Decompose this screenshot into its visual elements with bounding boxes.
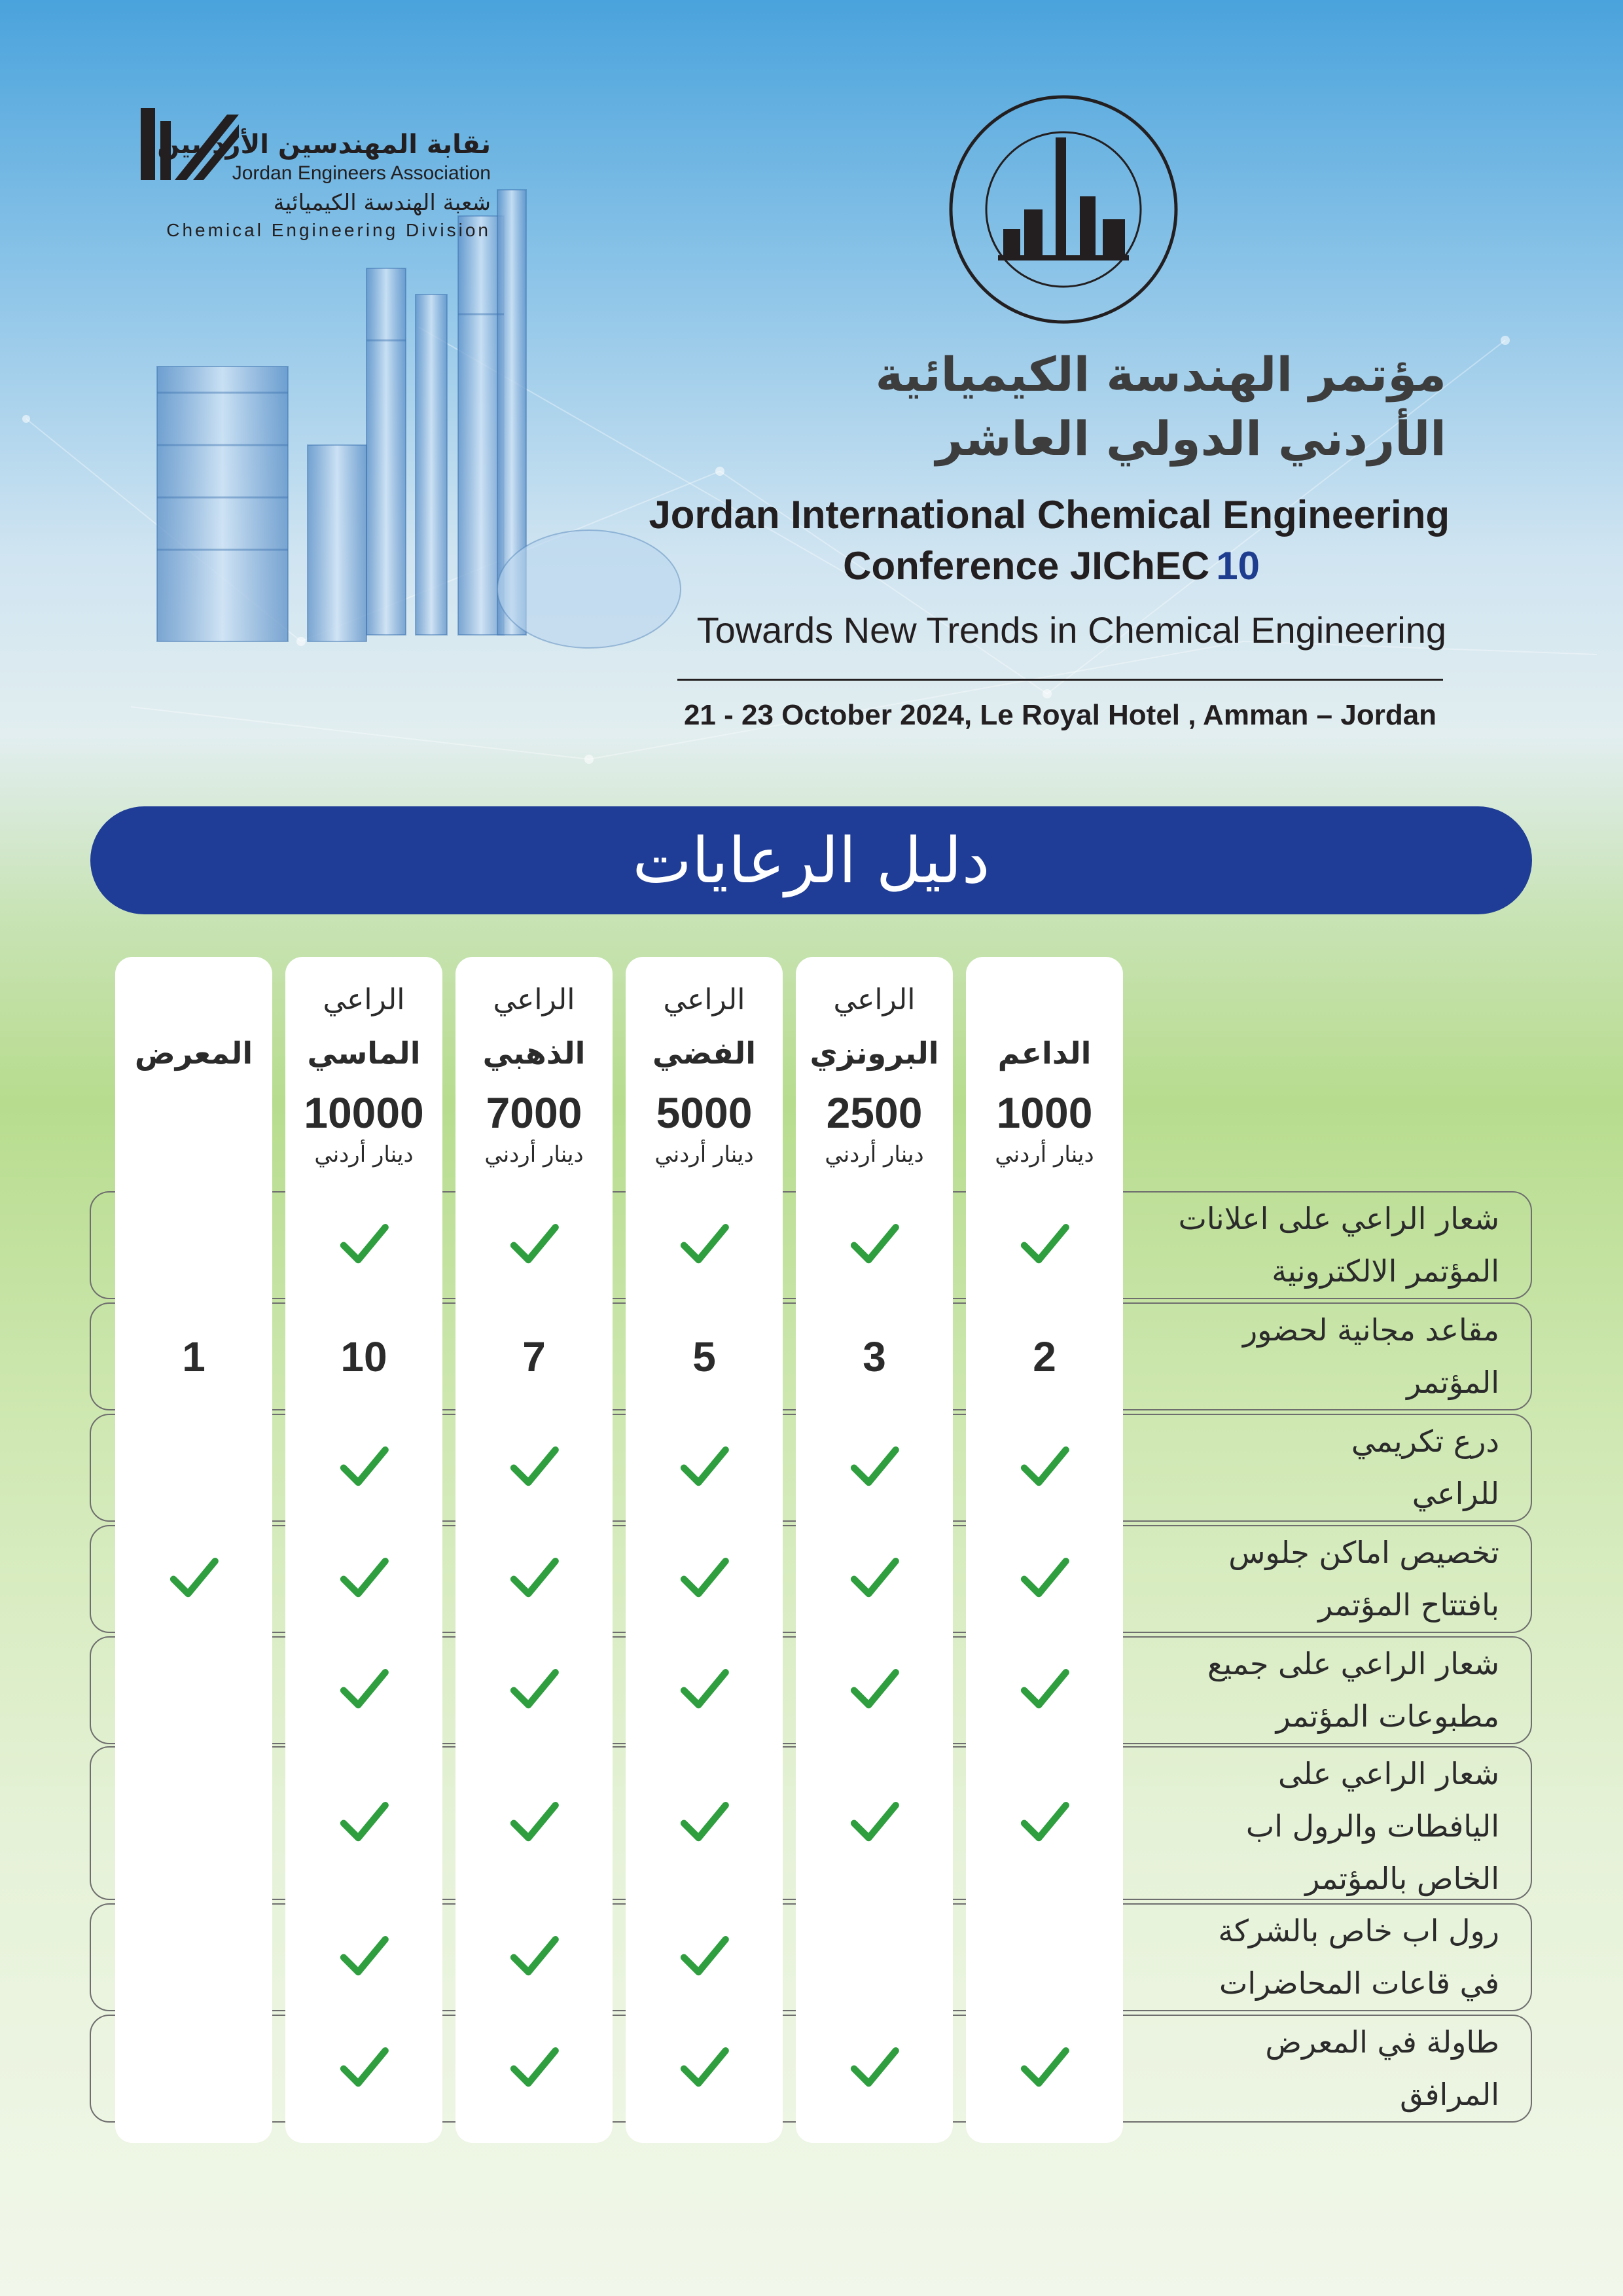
date-venue: 21 - 23 October 2024, Le Royal Hotel , Amman – Jordan — [683, 699, 1437, 731]
check-icon — [846, 2039, 902, 2098]
column-header — [115, 957, 272, 1179]
check-icon — [1016, 1439, 1073, 1498]
division-name-ar: شعبة الهندسة الكيميائية — [273, 190, 491, 216]
column-currency: دينار أردني — [314, 1141, 414, 1168]
row-benefit-label-line: طاولة في المعرض — [1265, 2024, 1499, 2060]
column-tier-name: الماسي — [307, 1035, 421, 1071]
row-benefit-label — [1135, 2015, 1499, 2124]
row-benefit-label-line: تخصيص اماكن جلوس — [1228, 1535, 1499, 1570]
row-benefit-label-line: اليافطات والرول اب — [1245, 1808, 1499, 1844]
check-icon — [676, 2039, 732, 2098]
row-benefit-label — [1135, 1636, 1499, 1746]
table-cell — [796, 1903, 953, 2011]
table-cell — [626, 1302, 783, 1410]
column-price: 10000 — [304, 1088, 424, 1137]
table-cell — [966, 1903, 1123, 2011]
table-cell — [966, 1414, 1123, 1522]
check-icon — [1016, 1216, 1073, 1275]
table-cell — [115, 1191, 272, 1299]
row-benefit-label — [1135, 1746, 1499, 1901]
table-cell — [455, 1525, 613, 1633]
table-cell — [455, 1191, 613, 1299]
refinery-illustration — [0, 0, 1623, 818]
column-tier-name: الفضي — [652, 1035, 756, 1071]
check-icon — [506, 1661, 562, 1720]
table-cell — [966, 1636, 1123, 1744]
table-cell — [285, 1636, 442, 1744]
column-price: 2500 — [826, 1088, 923, 1137]
row-benefit-label — [1135, 1191, 1499, 1300]
seat-count: 3 — [863, 1333, 886, 1380]
table-cell — [285, 1414, 442, 1522]
table-cell — [626, 1414, 783, 1522]
table-cell — [796, 1414, 953, 1522]
conference-edition-number: 10 — [1216, 544, 1260, 588]
row-benefit-label — [1135, 1525, 1499, 1634]
row-benefit-label-line: المؤتمر — [1406, 1365, 1499, 1400]
check-icon — [1016, 2039, 1073, 2098]
conference-title-ar-line2: الأردني الدولي العاشر — [935, 411, 1446, 466]
table-cell — [966, 1746, 1123, 1900]
check-icon — [506, 1550, 562, 1609]
column-tier-name: المعرض — [134, 1035, 253, 1071]
conference-seal-icon — [946, 92, 1181, 327]
table-cell — [285, 1746, 442, 1900]
table-cell — [966, 1191, 1123, 1299]
row-benefit-label-line: شعار الراعي على — [1278, 1756, 1499, 1791]
table-cell — [455, 1903, 613, 2011]
table-cell — [115, 1525, 272, 1633]
check-icon — [676, 1216, 732, 1275]
check-icon — [1016, 1550, 1073, 1609]
check-icon — [846, 1794, 902, 1853]
banner-title: دليل الرعايات — [632, 823, 990, 897]
seat-count: 1 — [182, 1333, 205, 1380]
check-icon — [506, 1794, 562, 1853]
table-cell — [115, 1414, 272, 1522]
column-currency: دينار أردني — [995, 1141, 1094, 1168]
check-icon — [506, 1928, 562, 1987]
column-price: 1000 — [996, 1088, 1093, 1137]
check-icon — [336, 1794, 392, 1853]
table-cell — [115, 2015, 272, 2123]
division-name-en: Chemical Engineering Division — [166, 220, 491, 240]
table-cell — [455, 1746, 613, 1900]
table-cell — [285, 1191, 442, 1299]
row-benefit-label — [1135, 1903, 1499, 2013]
check-icon — [336, 1928, 392, 1987]
check-icon — [506, 2039, 562, 2098]
check-icon — [336, 1216, 392, 1275]
table-cell — [285, 1302, 442, 1410]
row-benefit-label-line: مطبوعات المؤتمر — [1275, 1698, 1499, 1734]
table-cell — [455, 1302, 613, 1410]
check-icon — [166, 1550, 222, 1609]
row-benefit-label-line: في قاعات المحاضرات — [1219, 1965, 1499, 2001]
check-icon — [676, 1439, 732, 1498]
column-header — [966, 957, 1123, 1179]
seat-count: 7 — [522, 1333, 546, 1380]
table-cell — [115, 1302, 272, 1410]
conference-title-en-line1: Jordan International Chemical Engineering — [649, 493, 1450, 537]
column-sub-label: الراعي — [493, 983, 575, 1016]
row-benefit-label-line: للراعي — [1412, 1476, 1499, 1511]
row-benefit-label-line: مقاعد مجانية لحضور — [1242, 1312, 1499, 1348]
table-cell — [796, 2015, 953, 2123]
check-icon — [336, 1439, 392, 1498]
check-icon — [676, 1550, 732, 1609]
table-cell — [796, 1636, 953, 1744]
check-icon — [1016, 1794, 1073, 1853]
check-icon — [846, 1216, 902, 1275]
seat-count: 10 — [340, 1333, 387, 1380]
row-benefit-label-line: بافتتاح المؤتمر — [1318, 1587, 1499, 1623]
header-divider — [677, 679, 1443, 681]
column-currency: دينار أردني — [825, 1141, 924, 1168]
table-cell — [626, 1903, 783, 2011]
row-benefit-label — [1135, 1302, 1499, 1412]
row-benefit-label-line: شعار الراعي على جميع — [1207, 1646, 1499, 1681]
check-icon — [506, 1216, 562, 1275]
check-icon — [336, 1661, 392, 1720]
conference-tagline: Towards New Trends in Chemical Engineering — [696, 609, 1446, 651]
row-benefit-label-line: الخاص بالمؤتمر — [1305, 1861, 1499, 1896]
check-icon — [1016, 1661, 1073, 1720]
column-header — [285, 957, 442, 1179]
check-icon — [676, 1794, 732, 1853]
column-sub-label: الراعي — [323, 983, 405, 1016]
check-icon — [506, 1439, 562, 1498]
seat-count: 5 — [692, 1333, 716, 1380]
row-benefit-label-line: شعار الراعي على اعلانات — [1178, 1201, 1499, 1236]
column-header — [455, 957, 613, 1179]
sponsorship-guide-banner — [90, 806, 1532, 914]
column-sub-label: الراعي — [833, 983, 916, 1016]
check-icon — [846, 1439, 902, 1498]
table-cell — [966, 1525, 1123, 1633]
table-cell — [626, 1525, 783, 1633]
table-cell — [796, 1746, 953, 1900]
table-cell — [115, 1636, 272, 1744]
table-cell — [455, 1414, 613, 1522]
table-cell — [796, 1525, 953, 1633]
check-icon — [336, 1550, 392, 1609]
table-cell — [966, 2015, 1123, 2123]
seat-count: 2 — [1033, 1333, 1056, 1380]
column-currency: دينار أردني — [484, 1141, 584, 1168]
table-cell — [455, 1636, 613, 1744]
column-header — [626, 957, 783, 1179]
table-cell — [796, 1302, 953, 1410]
column-tier-name: الذهبي — [482, 1035, 586, 1071]
column-sub-label: الراعي — [663, 983, 745, 1016]
column-price: 7000 — [486, 1088, 582, 1137]
table-cell — [115, 1746, 272, 1900]
association-name-en: Jordan Engineers Association — [232, 162, 491, 184]
table-cell — [626, 1636, 783, 1744]
row-benefit-label-line: درع تكريمي — [1351, 1424, 1499, 1459]
table-cell — [285, 1525, 442, 1633]
row-benefit-label-line: المؤتمر الالكترونية — [1272, 1253, 1499, 1289]
row-benefit-label — [1135, 1414, 1499, 1523]
check-icon — [676, 1661, 732, 1720]
table-cell — [285, 1903, 442, 2011]
check-icon — [846, 1550, 902, 1609]
column-header — [796, 957, 953, 1179]
column-price: 5000 — [656, 1088, 753, 1137]
conference-title-ar-line1: مؤتمر الهندسة الكيميائية — [875, 347, 1446, 402]
check-icon — [676, 1928, 732, 1987]
column-currency: دينار أردني — [654, 1141, 754, 1168]
check-icon — [846, 1661, 902, 1720]
table-cell — [115, 1903, 272, 2011]
conference-title-en-line2 — [843, 543, 1260, 588]
row-benefit-label-line: رول اب خاص بالشركة — [1218, 1913, 1499, 1948]
table-cell — [626, 2015, 783, 2123]
table-cell — [796, 1191, 953, 1299]
check-icon — [336, 2039, 392, 2098]
association-name-ar: نقابة المهندسين الأردنيين — [157, 130, 491, 160]
table-cell — [626, 1746, 783, 1900]
row-benefit-label-line: المرافق — [1400, 2077, 1499, 2112]
table-cell — [626, 1191, 783, 1299]
table-cell — [455, 2015, 613, 2123]
table-cell — [966, 1302, 1123, 1410]
column-tier-name: الداعم — [997, 1035, 1092, 1071]
table-cell — [285, 2015, 442, 2123]
column-tier-name: البرونزي — [810, 1035, 939, 1071]
conference-title-en-text: Conference JIChEC — [843, 544, 1210, 588]
